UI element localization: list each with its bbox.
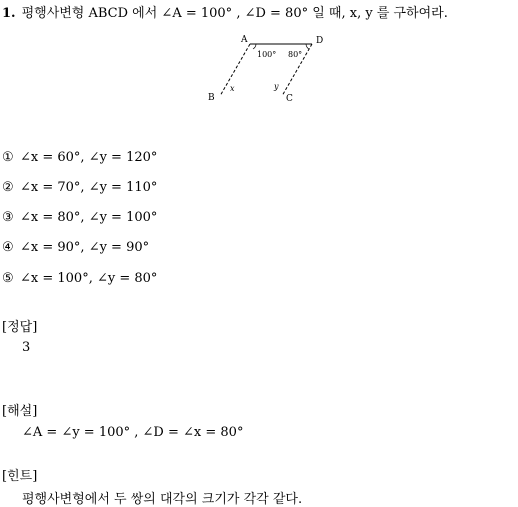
option-2[interactable] bbox=[2, 180, 157, 195]
option-3[interactable] bbox=[2, 210, 157, 225]
vertex-b-label: B bbox=[208, 93, 215, 103]
hint-header: [힌트] bbox=[2, 469, 38, 484]
answer-value: 3 bbox=[22, 340, 31, 355]
angle-a-label: 100° bbox=[257, 50, 277, 59]
option-2-number: ② bbox=[2, 180, 14, 195]
option-1-text: ∠x = 60°, ∠y = 120° bbox=[20, 150, 158, 165]
parallelogram-figure bbox=[200, 30, 340, 105]
option-5[interactable] bbox=[2, 271, 157, 286]
option-1[interactable] bbox=[2, 150, 157, 165]
option-4[interactable] bbox=[2, 240, 149, 255]
hint-text: 평행사변형에서 두 쌍의 대각의 크기가 각각 같다. bbox=[22, 492, 303, 507]
option-3-number: ③ bbox=[2, 210, 14, 225]
angle-x-label: x bbox=[230, 84, 235, 93]
answer-header: [정답] bbox=[2, 320, 38, 335]
angle-d-label: 80° bbox=[288, 50, 303, 59]
question-number: 1. bbox=[2, 6, 16, 21]
question bbox=[2, 2, 448, 21]
option-5-text: ∠x = 100°, ∠y = 80° bbox=[20, 271, 158, 286]
explanation-header: [해설] bbox=[2, 404, 38, 419]
vertex-a-label: A bbox=[241, 35, 248, 45]
angle-y-label: y bbox=[274, 82, 279, 91]
option-3-text: ∠x = 80°, ∠y = 100° bbox=[20, 210, 158, 225]
question-text: 평행사변형 ABCD 에서 ∠A = 100° , ∠D = 80° 일 때, x, y 를 구하여라. bbox=[21, 6, 448, 21]
option-2-text: ∠x = 70°, ∠y = 110° bbox=[20, 180, 158, 195]
vertex-c-label: C bbox=[286, 94, 293, 104]
vertex-d-label: D bbox=[316, 36, 324, 46]
option-4-number: ④ bbox=[2, 240, 14, 255]
explanation-text: ∠A = ∠y = 100° , ∠D = ∠x = 80° bbox=[22, 425, 244, 440]
option-4-text: ∠x = 90°, ∠y = 90° bbox=[20, 240, 150, 255]
option-1-number: ① bbox=[2, 150, 14, 165]
option-5-number: ⑤ bbox=[2, 271, 14, 286]
